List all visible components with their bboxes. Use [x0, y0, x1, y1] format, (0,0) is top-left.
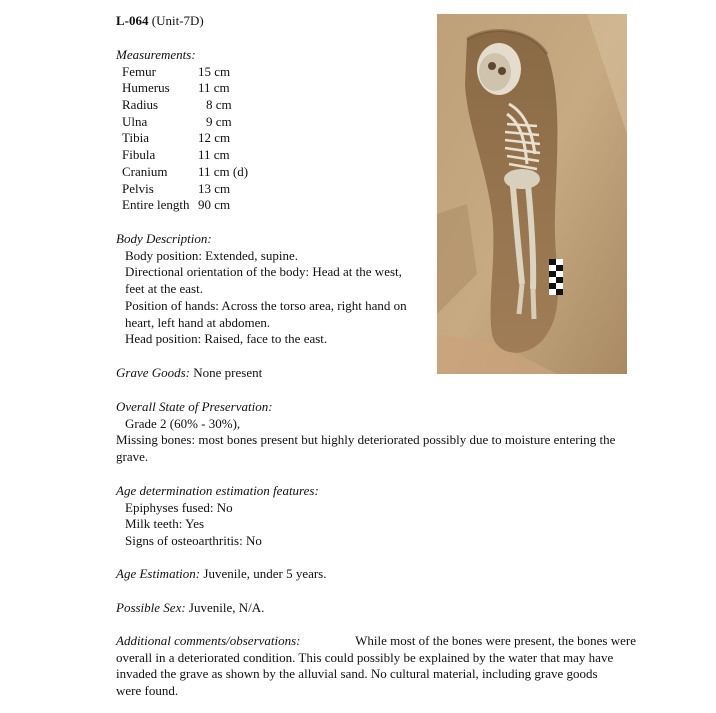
- missing-bones-line-2: grave.: [116, 449, 149, 465]
- comments-line-4: were found.: [116, 683, 179, 699]
- comments-text-1: While most of the bones were present, the bones were: [355, 633, 636, 648]
- measurements-list: [116, 64, 416, 214]
- hands-line-2: heart, left hand at abdomen.: [125, 314, 271, 330]
- age-features-section: [116, 483, 319, 550]
- measurement-row: [116, 147, 416, 164]
- epiphyses-fused: Epiphyses fused: No: [125, 499, 233, 515]
- preservation-grade: Grade 2 (60% - 30%),: [125, 415, 241, 431]
- record-id: L-064: [116, 13, 149, 28]
- measurement-row: [116, 80, 416, 97]
- measurement-row: [116, 164, 416, 181]
- grave-goods-value: None present: [193, 365, 263, 380]
- age-features-heading: Age determination estimation features:: [116, 483, 319, 498]
- orientation-line-2: feet at the east.: [125, 281, 203, 297]
- measurement-name: Cranium: [122, 163, 168, 179]
- preservation-section: [116, 399, 641, 466]
- measurement-value: 11 cm: [198, 147, 230, 163]
- measurement-row: [116, 97, 416, 114]
- comments-line-3: invaded the grave as shown by the alluvial sand. No cultural material, including grave goods: [116, 666, 598, 682]
- measurements-heading: Measurements:: [116, 47, 196, 62]
- grave-goods-label: Grave Goods:: [116, 365, 191, 380]
- age-estimation-value: Juvenile, under 5 years.: [203, 566, 327, 581]
- measurement-name: Pelvis: [122, 180, 154, 196]
- possible-sex-section: [116, 600, 264, 617]
- possible-sex-value: Juvenile, N/A.: [188, 600, 265, 615]
- measurements-section: [116, 47, 416, 214]
- record-title: [116, 13, 204, 30]
- measurement-value: 15 cm: [198, 63, 231, 79]
- milk-teeth: Milk teeth: Yes: [125, 516, 205, 532]
- age-estimation-section: [116, 566, 327, 583]
- measurement-row: [116, 114, 416, 131]
- osteoarthritis: Signs of osteoarthritis: No: [125, 533, 262, 549]
- age-estimation-label: Age Estimation:: [116, 566, 201, 581]
- measurement-value: 12 cm: [198, 130, 231, 146]
- measurement-row: [116, 181, 416, 198]
- measurement-row: [116, 64, 416, 81]
- body-description-section: [116, 231, 431, 348]
- measurement-value: 13 cm: [198, 180, 231, 196]
- missing-bones-line-1: Missing bones: most bones present but highly deteriorated possibly due to moisture entering the: [116, 432, 616, 448]
- measurement-name: Humerus: [122, 80, 170, 96]
- measurement-name: Femur: [122, 63, 156, 79]
- measurement-row: [116, 197, 416, 214]
- comments-label: Additional comments/observations:: [116, 633, 301, 648]
- grave-goods-section: [116, 365, 262, 382]
- comments-section: [116, 633, 636, 700]
- measurement-value: 8 cm: [206, 97, 232, 113]
- measurement-name: Radius: [122, 97, 159, 113]
- body-position: Body position: Extended, supine.: [125, 247, 298, 263]
- excavation-photo-icon: [437, 14, 627, 374]
- comments-line-2: overall in a deteriorated condition. This could possibly be explained by the water that may have: [116, 649, 614, 665]
- measurement-value: 90 cm: [198, 197, 231, 213]
- body-description-heading: Body Description:: [116, 231, 212, 246]
- hands-line-1: Position of hands: Across the torso area, right hand on: [125, 297, 407, 313]
- measurement-row: [116, 130, 416, 147]
- measurement-name: Tibia: [122, 130, 149, 146]
- measurement-name: Fibula: [122, 147, 156, 163]
- measurement-value: 11 cm: [198, 80, 230, 96]
- measurement-value: 9 cm: [206, 113, 232, 129]
- record-unit: (Unit-7D): [151, 13, 204, 28]
- head-position: Head position: Raised, face to the east.: [125, 331, 328, 347]
- measurement-value: 11 cm (d): [198, 163, 249, 179]
- orientation-line-1: Directional orientation of the body: Head at the west,: [125, 264, 402, 280]
- possible-sex-label: Possible Sex:: [116, 600, 186, 615]
- comments-line-1: [116, 633, 636, 650]
- measurement-name: Entire length: [122, 197, 190, 213]
- photo-scale-bar-icon: [549, 259, 563, 295]
- preservation-heading: Overall State of Preservation:: [116, 399, 273, 414]
- measurement-name: Ulna: [122, 113, 148, 129]
